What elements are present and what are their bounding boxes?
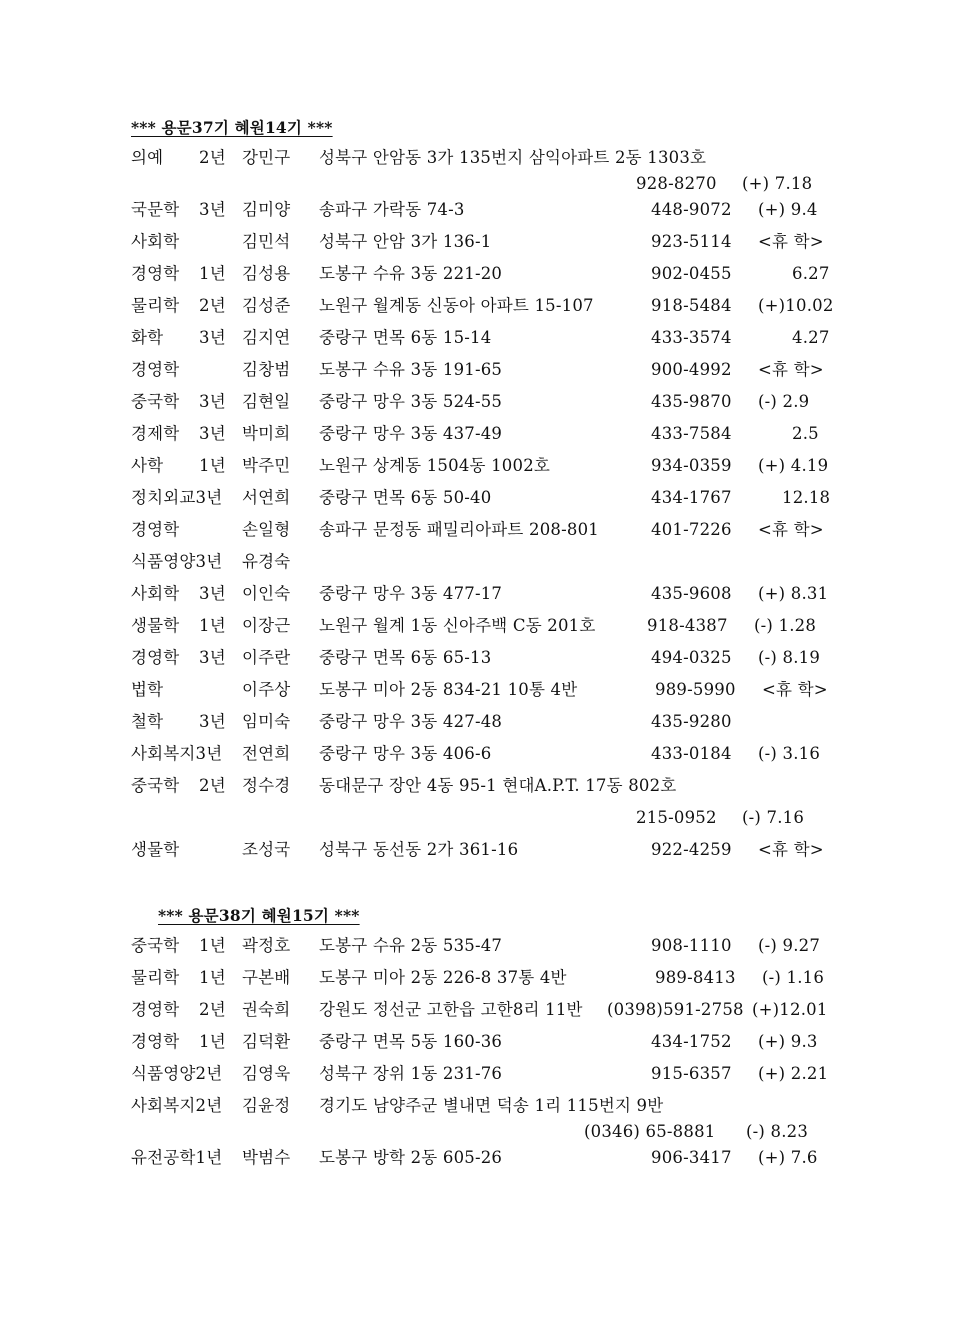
address: 성북구 안암동 3가 135번지 삼익아파트 2동 1303호 (319, 148, 707, 167)
dept: 사학 (131, 456, 164, 475)
address: 동대문구 장안 4동 95-1 현대A.P.T. 17동 802호 (319, 776, 677, 795)
phone: 934-0359 (651, 456, 732, 475)
table-row (0, 773, 960, 799)
dept: 물리학 (131, 968, 180, 987)
address: 성북구 동선동 2가 361-16 (319, 840, 519, 859)
continuation-row (0, 805, 960, 831)
phone: 435-9870 (651, 392, 732, 411)
address: 노원구 상계동 1504동 1002호 (319, 456, 551, 475)
address: 성북구 장위 1동 231-76 (319, 1064, 503, 1083)
phone: 906-3417 (651, 1148, 732, 1167)
phone: 922-4259 (651, 840, 732, 859)
phone: 435-9280 (651, 712, 732, 731)
address: 송파구 문정동 패밀리아파트 208-801 (319, 520, 599, 539)
table-row (0, 145, 960, 171)
table-row (0, 357, 960, 383)
person-name: 김윤정 (242, 1096, 291, 1115)
year: 2년 (199, 776, 226, 795)
phone: 928-8270 (636, 174, 717, 193)
dept: 경영학 (131, 264, 180, 283)
status-mark: (-) 7.16 (742, 808, 805, 827)
person-name: 박미희 (242, 424, 291, 443)
status-mark: 2.5 (792, 424, 819, 443)
phone: 923-5114 (651, 232, 732, 251)
status-mark: <휴 학> (762, 680, 828, 699)
table-row (0, 997, 960, 1023)
address: 중랑구 망우 3동 524-55 (319, 392, 503, 411)
continuation-row (0, 1119, 960, 1145)
phone: 215-0952 (636, 808, 717, 827)
person-name: 전연희 (242, 744, 291, 763)
dept: 중국학 (131, 776, 180, 795)
phone: 433-7584 (651, 424, 732, 443)
year: 1년 (199, 264, 226, 283)
dept: 경영학 (131, 520, 180, 539)
dept: 경영학 (131, 648, 180, 667)
address: 중랑구 망우 3동 427-48 (319, 712, 503, 731)
person-name: 조성국 (242, 840, 291, 859)
address: 도봉구 미아 2동 226-8 37통 4반 (319, 968, 567, 987)
person-name: 강민구 (242, 148, 291, 167)
dept: 사회학 (131, 232, 180, 251)
address: 노원구 월계 1동 신아주백 C동 201호 (319, 616, 596, 635)
year: 1년 (199, 936, 226, 955)
status-mark: (-) 2.9 (758, 392, 810, 411)
address: 중랑구 망우 3동 437-49 (319, 424, 503, 443)
status-mark: (+) 4.19 (758, 456, 829, 475)
person-name: 서연희 (242, 488, 291, 507)
year: 3년 (199, 328, 226, 347)
table-row (0, 965, 960, 991)
table-row (0, 1061, 960, 1087)
phone: 435-9608 (651, 584, 732, 603)
status-mark: (-) 9.27 (758, 936, 821, 955)
phone: 434-1767 (651, 488, 732, 507)
dept: 생물학 (131, 840, 180, 859)
phone: 918-4387 (647, 616, 728, 635)
table-row (0, 197, 960, 223)
dept: 유전공학1년 (131, 1148, 223, 1167)
table-row (0, 709, 960, 735)
status-mark: <휴 학> (758, 232, 824, 251)
address: 중랑구 면목 6동 15-14 (319, 328, 492, 347)
table-row (0, 549, 960, 575)
table-row (0, 645, 960, 671)
dept: 식품영양3년 (131, 552, 223, 571)
phone: 908-1110 (651, 936, 732, 955)
dept: 정치외교3년 (131, 488, 223, 507)
year: 3년 (199, 584, 226, 603)
person-name: 이장근 (242, 616, 291, 635)
table-row (0, 581, 960, 607)
table-row (0, 453, 960, 479)
address: 도봉구 수유 2동 535-47 (319, 936, 503, 955)
person-name: 구본배 (242, 968, 291, 987)
phone: (0398)591-2758 (607, 1000, 744, 1019)
table-row (0, 325, 960, 351)
person-name: 김성준 (242, 296, 291, 315)
address: 성북구 안암 3가 136-1 (319, 232, 492, 251)
status-mark: (-) 8.23 (746, 1122, 809, 1141)
phone: 989-5990 (655, 680, 736, 699)
address: 중랑구 면목 6동 50-40 (319, 488, 492, 507)
status-mark: (-) 8.19 (758, 648, 821, 667)
status-mark: <휴 학> (758, 520, 824, 539)
table-row (0, 837, 960, 863)
phone: 902-0455 (651, 264, 732, 283)
phone: 401-7226 (651, 520, 732, 539)
dept: 식품영양2년 (131, 1064, 223, 1083)
status-mark: (+) 7.6 (758, 1148, 818, 1167)
address: 중랑구 면목 6동 65-13 (319, 648, 492, 667)
person-name: 이주상 (242, 680, 291, 699)
person-name: 손일형 (242, 520, 291, 539)
year: 3년 (199, 392, 226, 411)
dept: 경영학 (131, 1000, 180, 1019)
table-row (0, 1093, 960, 1119)
address: 송파구 가락동 74-3 (319, 200, 465, 219)
dept: 물리학 (131, 296, 180, 315)
year: 3년 (199, 648, 226, 667)
address: 도봉구 수유 3동 191-65 (319, 360, 503, 379)
status-mark: <휴 학> (758, 360, 824, 379)
person-name: 박주민 (242, 456, 291, 475)
status-mark: (+) 7.18 (742, 174, 813, 193)
dept: 중국학 (131, 936, 180, 955)
status-mark: (+) 9.3 (758, 1032, 818, 1051)
status-mark: 6.27 (792, 264, 830, 283)
table-row (0, 517, 960, 543)
phone: 434-1752 (651, 1032, 732, 1051)
status-mark: <휴 학> (758, 840, 824, 859)
phone: 900-4992 (651, 360, 732, 379)
address: 경기도 남양주군 별내면 덕송 1리 115번지 9반 (319, 1096, 664, 1115)
dept: 경제학 (131, 424, 180, 443)
person-name: 곽정호 (242, 936, 291, 955)
person-name: 김현일 (242, 392, 291, 411)
year: 1년 (199, 1032, 226, 1051)
status-mark: (-) 1.16 (762, 968, 825, 987)
dept: 철학 (131, 712, 164, 731)
address: 도봉구 미아 2동 834-21 10통 4반 (319, 680, 578, 699)
status-mark: (+) 9.4 (758, 200, 818, 219)
person-name: 김영욱 (242, 1064, 291, 1083)
year: 3년 (199, 712, 226, 731)
year: 2년 (199, 296, 226, 315)
phone: 433-3574 (651, 328, 732, 347)
phone: 433-0184 (651, 744, 732, 763)
table-row (0, 229, 960, 255)
person-name: 임미숙 (242, 712, 291, 731)
section-title: *** 용문38기 혜원15기 *** (158, 906, 360, 925)
person-name: 김창범 (242, 360, 291, 379)
phone: 494-0325 (651, 648, 732, 667)
year: 1년 (199, 456, 226, 475)
status-mark: 4.27 (792, 328, 830, 347)
table-row (0, 421, 960, 447)
dept: 사회복지3년 (131, 744, 223, 763)
person-name: 김민석 (242, 232, 291, 251)
address: 중랑구 망우 3동 406-6 (319, 744, 492, 763)
table-row (0, 677, 960, 703)
person-name: 정수경 (242, 776, 291, 795)
table-row (0, 261, 960, 287)
person-name: 이인숙 (242, 584, 291, 603)
year: 3년 (199, 200, 226, 219)
person-name: 이주란 (242, 648, 291, 667)
year: 3년 (199, 424, 226, 443)
phone: (0346) 65-8881 (584, 1122, 716, 1141)
table-row (0, 933, 960, 959)
person-name: 권숙희 (242, 1000, 291, 1019)
phone: 915-6357 (651, 1064, 732, 1083)
person-name: 유경숙 (242, 552, 291, 571)
dept: 화학 (131, 328, 164, 347)
address: 도봉구 방학 2동 605-26 (319, 1148, 503, 1167)
person-name: 박범수 (242, 1148, 291, 1167)
address: 중랑구 면목 5동 160-36 (319, 1032, 503, 1051)
dept: 사회학 (131, 584, 180, 603)
status-mark: (-) 1.28 (754, 616, 817, 635)
year: 1년 (199, 968, 226, 987)
person-name: 김성용 (242, 264, 291, 283)
continuation-row (0, 171, 960, 197)
year: 2년 (199, 148, 226, 167)
year: 1년 (199, 616, 226, 635)
address: 강원도 정선군 고한읍 고한8리 11반 (319, 1000, 583, 1019)
address: 중랑구 망우 3동 477-17 (319, 584, 503, 603)
dept: 법학 (131, 680, 164, 699)
table-row (0, 1029, 960, 1055)
table-row (0, 741, 960, 767)
table-row (0, 485, 960, 511)
dept: 중국학 (131, 392, 180, 411)
year: 2년 (199, 1000, 226, 1019)
status-mark: 12.18 (782, 488, 831, 507)
dept: 사회복지2년 (131, 1096, 223, 1115)
phone: 989-8413 (655, 968, 736, 987)
table-row (0, 293, 960, 319)
dept: 의예 (131, 148, 164, 167)
address: 도봉구 수유 3동 221-20 (319, 264, 503, 283)
person-name: 김미양 (242, 200, 291, 219)
status-mark: (+) 2.21 (758, 1064, 829, 1083)
person-name: 김덕환 (242, 1032, 291, 1051)
dept: 경영학 (131, 1032, 180, 1051)
address: 노원구 월계동 신동아 아파트 15-107 (319, 296, 594, 315)
table-row (0, 1145, 960, 1171)
status-mark: (+) 8.31 (758, 584, 829, 603)
dept: 국문학 (131, 200, 180, 219)
phone: 448-9072 (651, 200, 732, 219)
section-title: *** 용문37기 혜원14기 *** (131, 118, 333, 137)
phone: 918-5484 (651, 296, 732, 315)
table-row (0, 389, 960, 415)
dept: 경영학 (131, 360, 180, 379)
dept: 생물학 (131, 616, 180, 635)
status-mark: (-) 3.16 (758, 744, 821, 763)
status-mark: (+)10.02 (758, 296, 834, 315)
person-name: 김지연 (242, 328, 291, 347)
table-row (0, 613, 960, 639)
status-mark: (+)12.01 (752, 1000, 828, 1019)
